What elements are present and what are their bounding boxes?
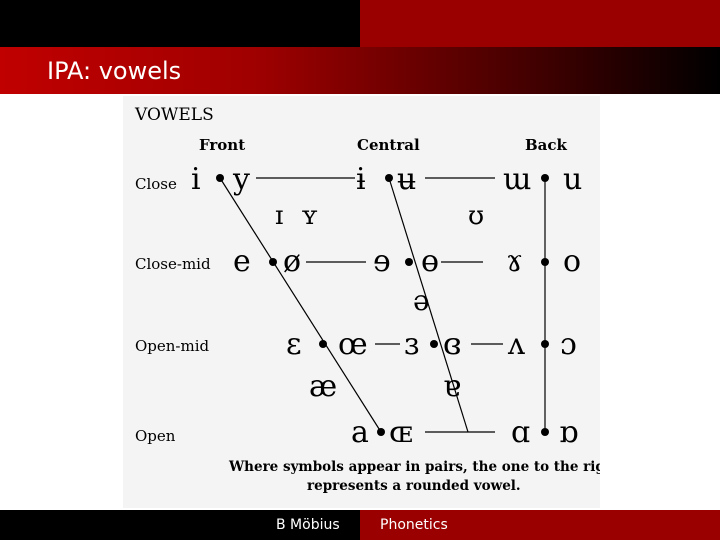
column-front: Front (199, 136, 246, 154)
vowel-close-back-rounded: u (563, 162, 583, 197)
vowel-open-front-rounded: ɶ (389, 415, 413, 450)
vowel-near-close-front-rounded: ʏ (301, 201, 319, 231)
dot-close-mid-back (541, 258, 549, 266)
dot-open-mid-central (430, 340, 438, 348)
vowel-open-mid-central-unrounded: ɜ (404, 327, 420, 362)
dot-close-back (541, 174, 549, 182)
vowel-open-mid-front-rounded: œ (338, 327, 368, 362)
chart-heading: VOWELS (135, 105, 214, 125)
vowel-close-front-rounded: y (233, 162, 250, 197)
vowel-mid-central: ə (413, 284, 430, 317)
chart-note-line1: Where symbols appear in pairs, the one to the right (229, 459, 600, 475)
vowel-open-front-unrounded: a (351, 415, 369, 450)
footer-author: B Möbius (276, 517, 340, 533)
vowel-close-mid-central-rounded: ɵ (421, 244, 440, 279)
column-back: Back (525, 136, 567, 154)
dot-open-front (377, 428, 385, 436)
dot-open-mid-back (541, 340, 549, 348)
dot-close-front (216, 174, 224, 182)
vowel-near-close-back-rounded: ʊ (468, 201, 485, 231)
top-banner-red (360, 0, 720, 47)
vowel-open-mid-back-rounded: ɔ (560, 327, 577, 362)
vowel-near-open-central: ɐ (443, 369, 461, 404)
dot-open-mid-front (319, 340, 327, 348)
row-close-mid: Close-mid (135, 255, 211, 273)
footer-course: Phonetics (380, 517, 448, 533)
vowel-close-central-rounded: ʉ (397, 162, 417, 197)
vowel-close-central-unrounded: ɨ (356, 162, 366, 197)
row-open: Open (135, 427, 176, 445)
vowel-near-open-front: æ (309, 369, 338, 404)
dot-close-mid-front (269, 258, 277, 266)
vowel-near-close-front-unrounded: ɪ (275, 201, 284, 231)
vowel-close-mid-back-unrounded: ɤ (506, 244, 523, 279)
vowel-chart-svg (123, 96, 600, 508)
chart-lines (220, 178, 545, 432)
vowel-close-mid-front-rounded: ø (283, 244, 302, 279)
row-close: Close (135, 175, 177, 193)
vowel-open-back-unrounded: ɑ (511, 415, 531, 450)
vowel-open-back-rounded: ɒ (559, 415, 579, 450)
chart-note-line2: represents a rounded vowel. (307, 478, 521, 494)
vowel-symbols (191, 162, 582, 450)
vowel-chart (123, 96, 600, 508)
column-central: Central (357, 136, 420, 154)
vowel-open-mid-back-unrounded: ʌ (508, 327, 525, 362)
vowel-close-back-unrounded: ɯ (503, 162, 532, 197)
vowel-close-mid-central-unrounded: ɘ (373, 244, 391, 279)
dot-close-central (385, 174, 393, 182)
row-open-mid: Open-mid (135, 337, 210, 355)
vowel-close-front-unrounded: i (191, 162, 201, 197)
top-banner-black (0, 0, 360, 47)
vowel-close-mid-front-unrounded: e (233, 244, 251, 279)
slide-title: IPA: vowels (47, 57, 182, 85)
dot-open-back (541, 428, 549, 436)
vowel-open-mid-central-rounded: ɞ (443, 327, 462, 362)
vowel-open-mid-front-unrounded: ɛ (286, 327, 302, 362)
pair-dots (216, 174, 549, 436)
dot-close-mid-central (405, 258, 413, 266)
title-bar (0, 47, 720, 94)
vowel-close-mid-back-rounded: o (563, 244, 582, 279)
